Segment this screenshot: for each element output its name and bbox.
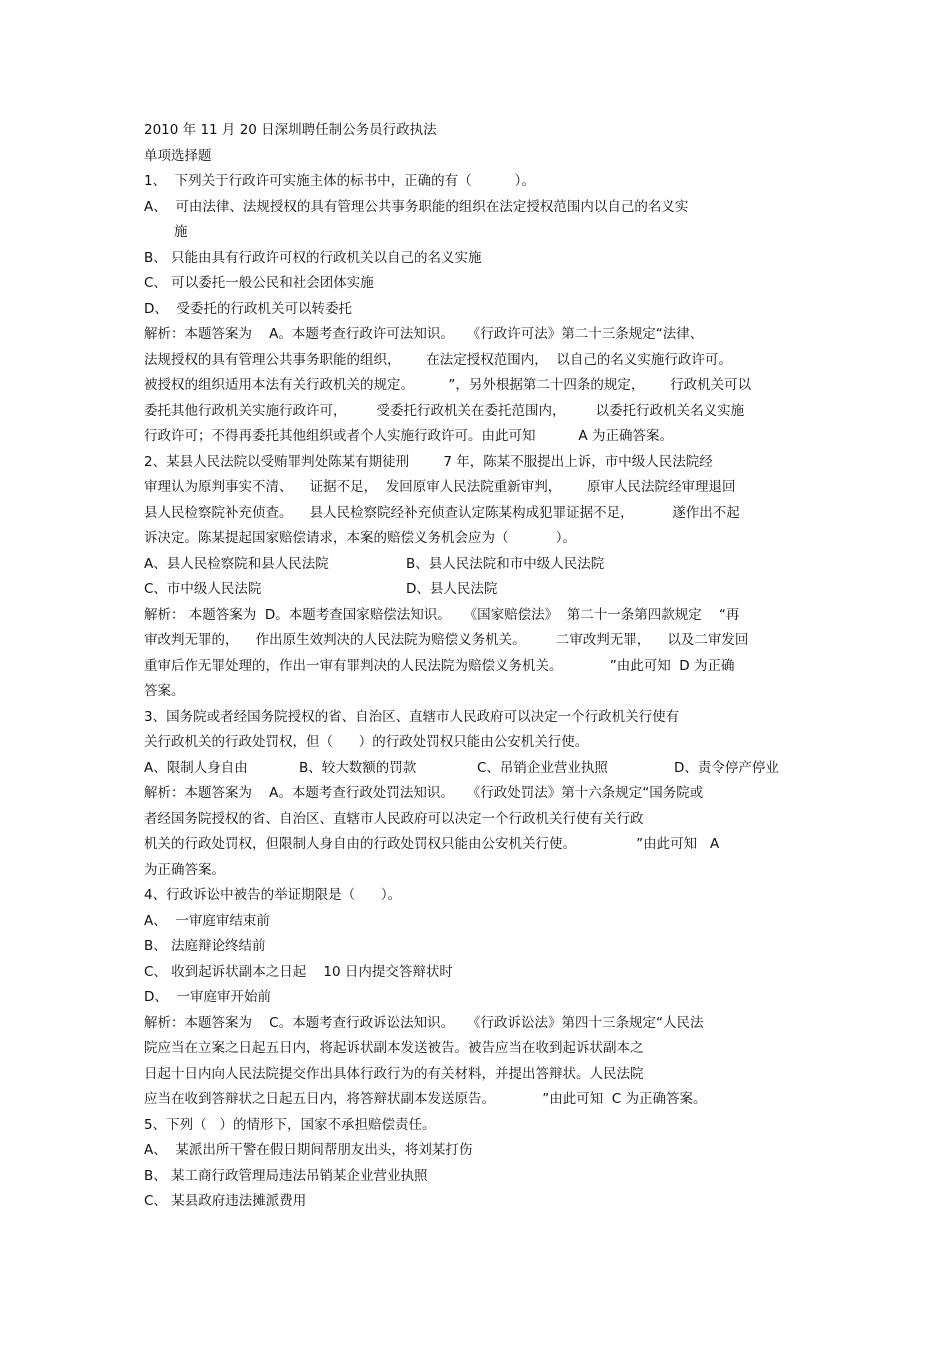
question-3-analysis: [144, 781, 814, 883]
question-1-option-b: B、 只能由具有行政许可权的行政机关以自己的名义实施: [144, 249, 482, 266]
analysis-line: 机关的行政处罚权，但限制人身自由的行政处罚权只能由公安机关行使。 ”由此可知 A: [144, 836, 720, 852]
question-5: [144, 1113, 814, 1215]
analysis-line: 为正确答案。: [144, 861, 225, 878]
question-1-stem: 1、 下列关于行政许可实施主体的标书中，正确的有（ ）。: [144, 173, 535, 189]
question-2-options-row-2: [144, 577, 814, 603]
question-2-stem: 诉决定。陈某提起国家赔偿请求，本案的赔偿义务机会应为（ ）。: [144, 530, 576, 546]
question-5-option-b: B、 某工商行政管理局违法吊销某企业营业执照: [144, 1167, 428, 1184]
question-1: [144, 169, 814, 450]
question-2-option-a: A、县人民检察院和县人民法院: [144, 555, 329, 572]
question-4-analysis: [144, 1011, 814, 1113]
question-3-option-c: C、吊销企业营业执照: [477, 759, 608, 776]
question-3: [144, 705, 814, 884]
question-3-option-a: A、限制人身自由: [144, 759, 248, 776]
analysis-line: 解析： 本题答案为 D。本题考查国家赔偿法知识。 《国家赔偿法》 第二十一条第四款规定 “再: [144, 606, 740, 623]
question-2-option-d: D、县人民法院: [406, 581, 498, 597]
question-4-option-a: A、 一审庭审结束前: [144, 912, 270, 929]
question-1-analysis: [144, 322, 814, 450]
question-1-option-a-continued: 施: [174, 224, 188, 240]
analysis-line: 解析：本题答案为 A。本题考查行政处罚法知识。 《行政处罚法》第十六条规定“国务院或: [144, 785, 704, 801]
analysis-line: 被授权的组织适用本法有关行政机关的规定。 ”，另外根据第二十四条的规定， 行政机关可以: [144, 377, 752, 393]
question-5-option-a: A、 某派出所干警在假日期间帮朋友出头，将刘某打伤: [144, 1142, 473, 1158]
analysis-line: 解析：本题答案为 A。本题考查行政许可法知识。 《行政许可法》第二十三条规定“法律、: [144, 326, 704, 342]
question-1-option-a: A、 可由法律、法规授权的具有管理公共事务职能的组织在法定授权范围内以自己的名义实: [144, 198, 689, 215]
question-2-stem: 审理认为原判事实不清、 证据不足， 发回原审人民法院重新审判， 原审人民法院经审理退回: [144, 479, 736, 495]
analysis-line: 者经国务院授权的省、自治区、直辖市人民政府可以决定一个行政机关行使有关行政: [144, 810, 644, 827]
question-2-options-row-1: [144, 552, 814, 578]
question-2-stem: 2、某县人民法院以受贿罪判处陈某有期徒刑 7 年，陈某不服提出上诉，市中级人民法院经: [144, 453, 713, 470]
question-4-stem: 4、行政诉讼中被告的举证期限是（ ）。: [144, 887, 402, 903]
question-2-analysis: [144, 603, 814, 705]
question-1-option-d: D、 受委托的行政机关可以转委托: [144, 300, 352, 317]
analysis-line: 解析：本题答案为 C。本题考查行政诉讼法知识。 《行政诉讼法》第四十三条规定“人民法: [144, 1014, 704, 1031]
question-4-option-d: D、 一审庭审开始前: [144, 989, 271, 1005]
analysis-line: 日起十日内向人民法院提交作出具体行政行为的有关材料，并提出答辩状。人民法院: [144, 1065, 644, 1082]
document-title: 2010 年 11 月 20 日深圳聘任制公务员行政执法: [144, 122, 437, 138]
question-3-stem: 3、国务院或者经国务院授权的省、自治区、直辖市人民政府可以决定一个行政机关行使有: [144, 708, 680, 725]
question-3-options-row: [144, 756, 814, 782]
question-3-option-d: D、责令停产停业: [674, 759, 779, 776]
question-5-option-c: C、 某县政府违法摊派费用: [144, 1193, 307, 1209]
question-4: [144, 883, 814, 1113]
analysis-line: 院应当在立案之日起五日内，将起诉状副本发送被告。被告应当在收到起诉状副本之: [144, 1040, 644, 1056]
analysis-line: 委托其他行政机关实施行政许可， 受委托行政机关在委托范围内， 以委托行政机关名义实施: [144, 402, 745, 419]
document-page: [144, 118, 814, 1215]
question-4-option-c: C、 收到起诉状副本之日起 10 日内提交答辩状时: [144, 963, 453, 980]
analysis-line: 法规授权的具有管理公共事务职能的组织， 在法定授权范围内， 以自己的名义实施行政许可。: [144, 351, 732, 368]
question-2: [144, 450, 814, 705]
question-4-option-b: B、 法庭辩论终结前: [144, 938, 266, 954]
question-2-stem: 县人民检察院补充侦查。 县人民检察院经补充侦查认定陈某构成犯罪证据不足， 遂作出不起: [144, 504, 740, 521]
question-2-option-b: B、县人民法院和市中级人民法院: [406, 555, 605, 572]
analysis-line: 答案。: [144, 683, 185, 699]
question-2-option-c: C、市中级人民法院: [144, 581, 262, 597]
analysis-line: 应当在收到答辩状之日起五日内，将答辩状副本发送原告。 ”由此可知 C 为正确答案。: [144, 1091, 707, 1107]
section-heading: 单项选择题: [144, 147, 212, 164]
analysis-line: 审改判无罪的， 作出原生效判决的人民法院为赔偿义务机关。 二审改判无罪， 以及二审发回: [144, 632, 749, 648]
question-1-option-c: C、 可以委托一般公民和社会团体实施: [144, 275, 374, 291]
analysis-line: 行政许可；不得再委托其他组织或者个人实施行政许可。由此可知 A 为正确答案。: [144, 428, 673, 444]
question-3-option-b: B、较大数额的罚款: [299, 759, 417, 776]
analysis-line: 重审后作无罪处理的，作出一审有罪判决的人民法院为赔偿义务机关。 ”由此可知 D 为正确: [144, 657, 735, 674]
question-3-stem: 关行政机关的行政处罚权，但（ ）的行政处罚权只能由公安机关行使。: [144, 734, 589, 750]
question-5-stem: 5、下列（ ）的情形下，国家不承担赔偿责任。: [144, 1116, 436, 1133]
